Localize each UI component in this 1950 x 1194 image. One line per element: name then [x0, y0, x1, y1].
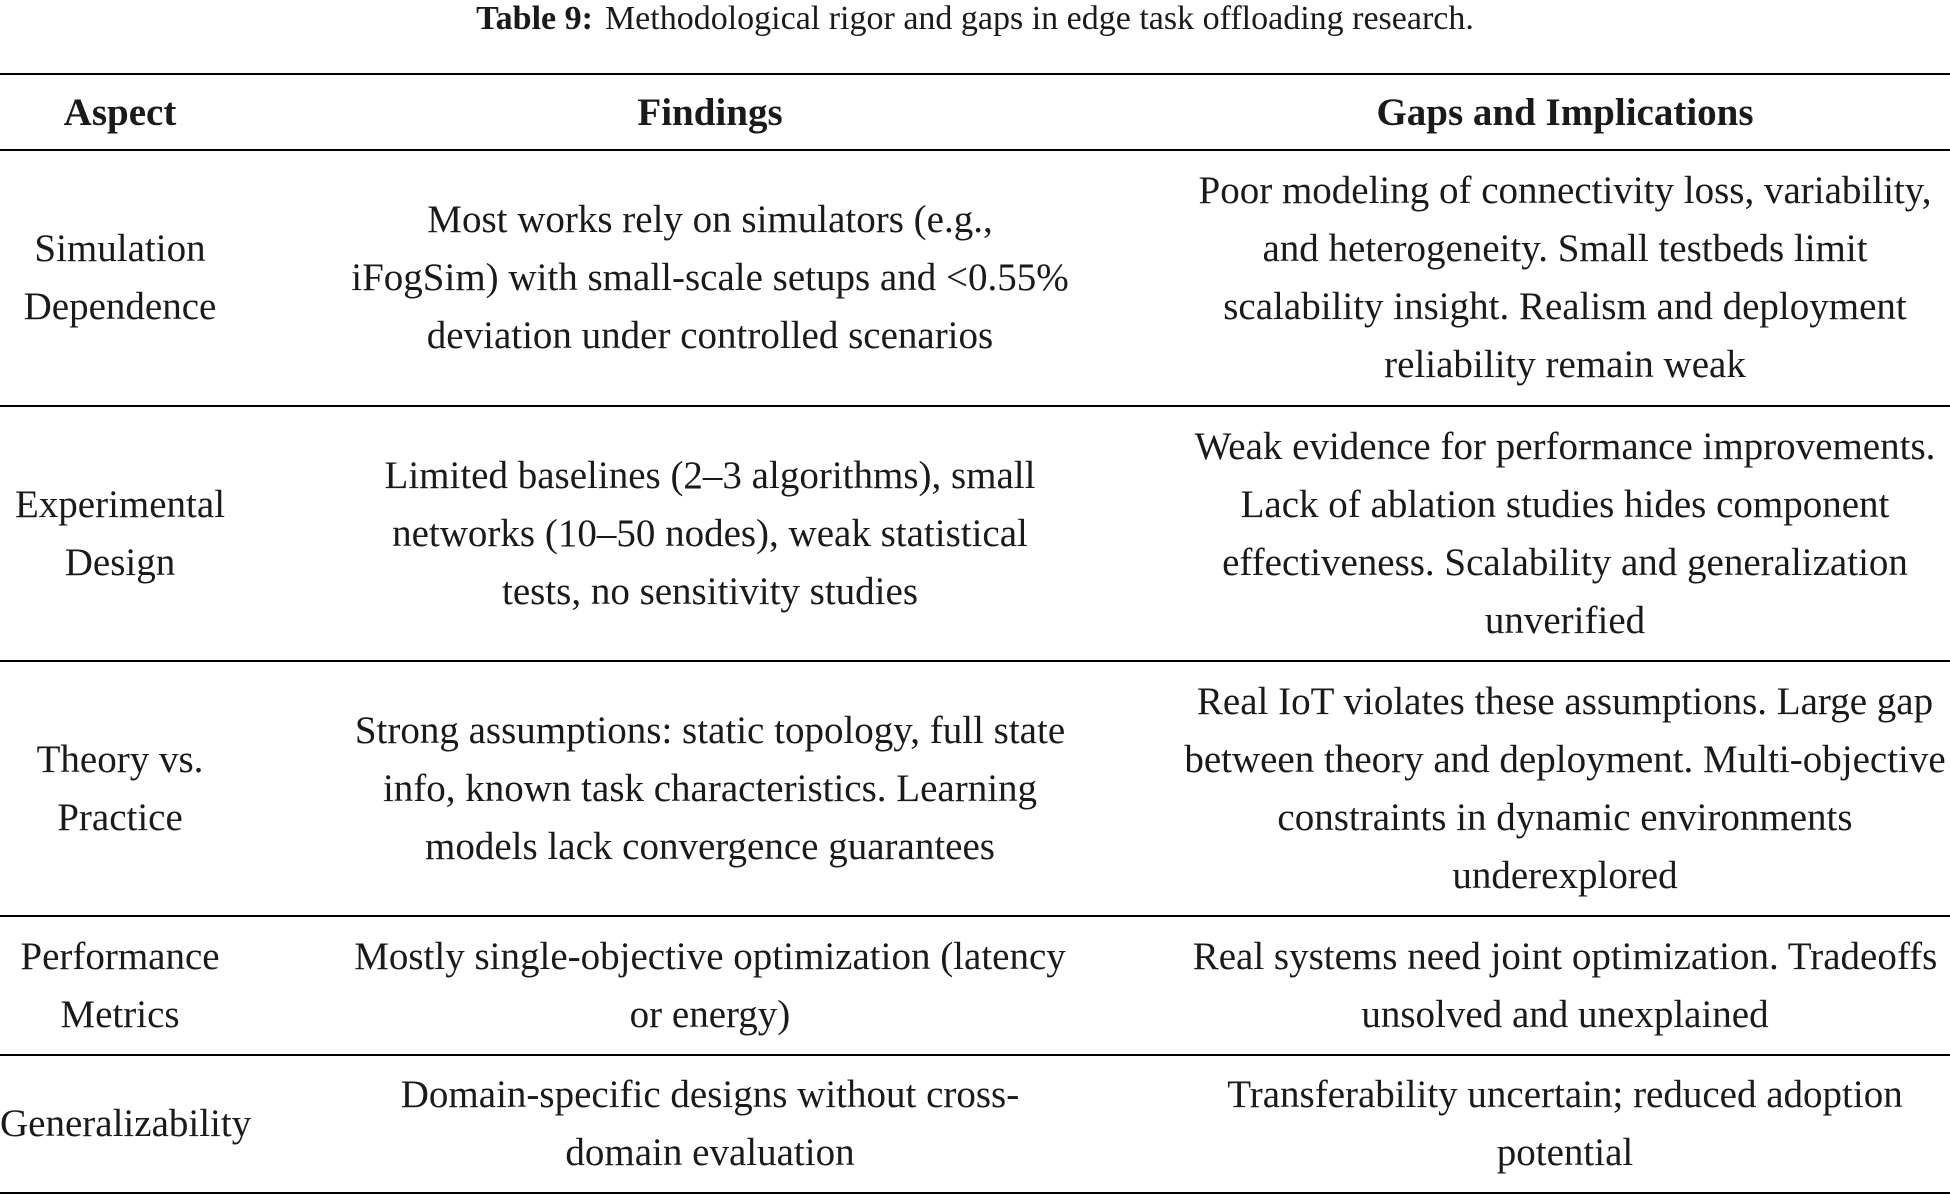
header-aspect: Aspect: [0, 74, 240, 150]
methodology-table: [0, 73, 1950, 1194]
table-row: [0, 661, 1950, 916]
findings-text: Limited baselines (2–3 algorithms), small networks (10–50 nodes), weak statistical tests, no sensitivity studies: [384, 453, 1036, 613]
caption-text: Methodological rigor and gaps in edge task offloading research.: [604, 0, 1474, 37]
gaps-cell: [1180, 406, 1950, 661]
gaps-cell: [1180, 916, 1950, 1055]
table-row: [0, 150, 1950, 406]
table-row: [0, 1055, 1950, 1193]
gaps-text: Weak evidence for performance improvements. Lack of ablation studies hides component effectiveness. Scalability and generalization unverified: [1194, 424, 1936, 642]
gaps-text: Real IoT violates these assumptions. Large gap between theory and deployment. Multi-objective constraints in dynamic environments underexplored: [1184, 679, 1946, 897]
findings-cell: [240, 916, 1180, 1055]
header-gaps: Gaps and Implications: [1180, 74, 1950, 150]
gaps-cell: [1180, 150, 1950, 406]
aspect-text: Performance Metrics: [20, 934, 220, 1036]
caption-label: Table 9:: [476, 0, 593, 37]
table-row: [0, 406, 1950, 661]
aspect-text: Theory vs. Practice: [36, 737, 204, 839]
findings-text: Strong assumptions: static topology, full state info, known task characteristics. Learning models lack convergence guarantees: [354, 708, 1066, 868]
gaps-text: Real systems need joint optimization. Tradeoffs unsolved and unexplained: [1192, 934, 1938, 1036]
findings-cell: [240, 1055, 1180, 1193]
gaps-cell: [1180, 661, 1950, 916]
aspect-cell: [0, 150, 240, 406]
aspect-cell: [0, 1055, 252, 1193]
aspect-cell: [0, 661, 240, 916]
gaps-text: Transferability uncertain; reduced adoption potential: [1227, 1073, 1903, 1174]
gaps-text: Poor modeling of connectivity loss, variability, and heterogeneity. Small testbeds limit scalability insight. Realism and deployment reliability remain weak: [1198, 169, 1932, 386]
table-row: [0, 916, 1950, 1055]
header-findings: Findings: [240, 74, 1180, 150]
findings-cell: [240, 661, 1180, 916]
aspect-text: Generalizability: [0, 1102, 252, 1145]
aspect-cell: [0, 916, 240, 1055]
findings-text: Domain-specific designs without cross-domain evaluation: [400, 1073, 1020, 1174]
table-caption: [0, 0, 1950, 40]
findings-text: Most works rely on simulators (e.g., iFogSim) with small-scale setups and <0.55% deviation under controlled scenarios: [351, 198, 1069, 357]
findings-cell: [240, 406, 1180, 661]
findings-cell: [240, 150, 1180, 406]
aspect-text: Experimental Design: [14, 482, 226, 584]
aspect-cell: [0, 406, 240, 661]
findings-text: Mostly single-objective optimization (latency or energy): [354, 934, 1066, 1036]
aspect-text: Simulation Dependence: [23, 227, 217, 328]
gaps-cell: [1180, 1055, 1950, 1193]
header-row: [0, 74, 1950, 150]
